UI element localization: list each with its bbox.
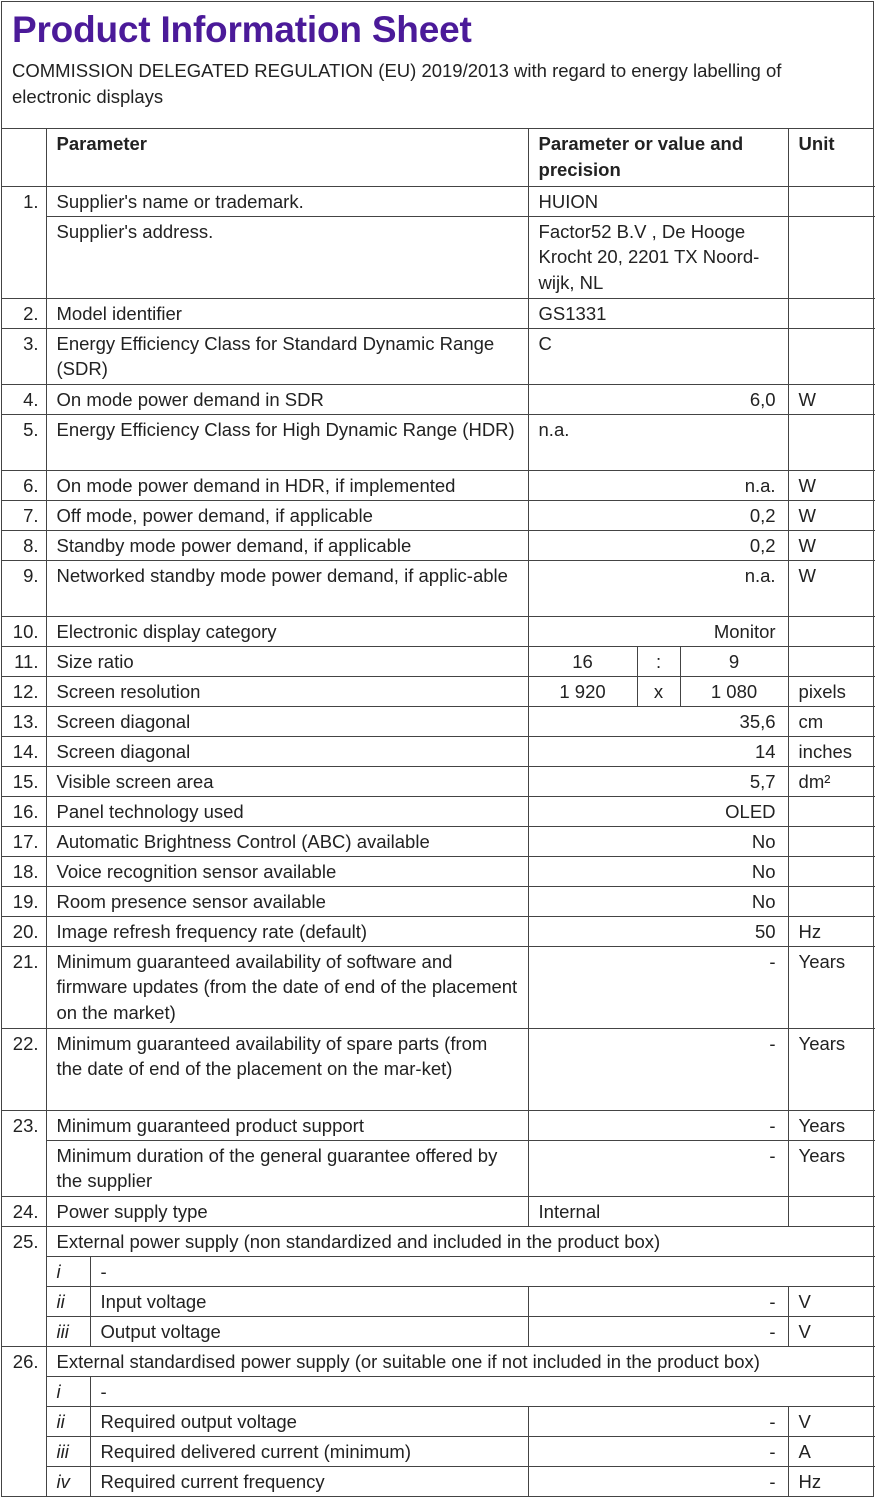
- row-number: 10.: [2, 616, 46, 646]
- table-row: [2, 826, 875, 856]
- row-number: [2, 1376, 46, 1406]
- row-label: Standby mode power demand, if applicable: [46, 530, 528, 560]
- row-label: Voice recognition sensor available: [46, 856, 528, 886]
- row-unit: Years: [788, 1028, 875, 1110]
- table-subrow: [2, 1376, 875, 1406]
- row-label: Screen diagonal: [46, 736, 528, 766]
- row-label: Networked standby mode power demand, if applic-able: [46, 560, 528, 616]
- row-label: Image refresh frequency rate (default): [46, 916, 528, 946]
- sub-unit: A: [788, 1436, 875, 1466]
- row-label: Screen resolution: [46, 676, 528, 706]
- row-number: 23.: [2, 1110, 46, 1140]
- row-number: 5.: [2, 414, 46, 470]
- row-value: -: [528, 1028, 788, 1110]
- table-row: [2, 856, 875, 886]
- row-label: Visible screen area: [46, 766, 528, 796]
- table-row: [2, 646, 875, 676]
- row-label: External standardised power supply (or suitable one if not included in the product box): [46, 1346, 875, 1376]
- ratio-separator: :: [637, 646, 680, 676]
- row-label: Size ratio: [46, 646, 528, 676]
- row-value: Internal: [528, 1196, 788, 1226]
- row-value: 50: [528, 916, 788, 946]
- row-label: Energy Efficiency Class for Standard Dynamic Range (SDR): [46, 328, 528, 384]
- row-unit: Hz: [788, 916, 875, 946]
- table-row: [2, 560, 875, 616]
- table-row: [2, 530, 875, 560]
- sub-unit: Hz: [788, 1466, 875, 1496]
- table-row: [2, 470, 875, 500]
- row-unit: [788, 856, 875, 886]
- header-parameter: Parameter: [46, 129, 528, 186]
- table-header-row: [2, 129, 875, 186]
- product-information-sheet: [1, 1, 874, 1497]
- row-unit: inches: [788, 736, 875, 766]
- sub-index: ii: [46, 1406, 90, 1436]
- row-unit: W: [788, 560, 875, 616]
- row-number: [2, 1140, 46, 1196]
- row-number: 7.: [2, 500, 46, 530]
- table-row: [2, 616, 875, 646]
- table-row: [2, 1196, 875, 1226]
- regulation-subtitle: COMMISSION DELEGATED REGULATION (EU) 2019/2013 with regard to energy labelling of electronic displays: [12, 60, 782, 107]
- row-number: [2, 216, 46, 298]
- row-value: C: [528, 328, 788, 384]
- row-unit: W: [788, 500, 875, 530]
- row-label: Screen diagonal: [46, 706, 528, 736]
- row-value: 0,2: [528, 530, 788, 560]
- table-row: [2, 736, 875, 766]
- row-unit: [788, 646, 875, 676]
- row-number: [2, 1466, 46, 1496]
- row-number: 15.: [2, 766, 46, 796]
- row-value: -: [528, 1140, 788, 1196]
- table-row: [2, 796, 875, 826]
- row-label: Supplier's name or trademark.: [46, 186, 528, 216]
- row-number: 19.: [2, 886, 46, 916]
- row-number: 12.: [2, 676, 46, 706]
- table-subrow: [2, 1436, 875, 1466]
- row-value: HUION: [528, 186, 788, 216]
- row-value: OLED: [528, 796, 788, 826]
- sub-index: i: [46, 1256, 90, 1286]
- row-number: 6.: [2, 470, 46, 500]
- row-unit: W: [788, 530, 875, 560]
- row-label: Electronic display category: [46, 616, 528, 646]
- table-row: [2, 886, 875, 916]
- sub-index: i: [46, 1376, 90, 1406]
- row-value: -: [528, 1110, 788, 1140]
- row-value: No: [528, 856, 788, 886]
- sub-value: -: [528, 1406, 788, 1436]
- sub-label: Required delivered current (minimum): [90, 1436, 528, 1466]
- table-row: [2, 1226, 875, 1256]
- row-label: Minimum guaranteed availability of spare parts (from the date of end of the placement on the mar-ket): [46, 1028, 528, 1110]
- row-value: 0,2: [528, 500, 788, 530]
- sub-label: -: [90, 1256, 875, 1286]
- row-number: [2, 1286, 46, 1316]
- table-row: [2, 1346, 875, 1376]
- row-label: Supplier's address.: [46, 216, 528, 298]
- row-number: 14.: [2, 736, 46, 766]
- sub-index: iii: [46, 1436, 90, 1466]
- sub-value: -: [528, 1436, 788, 1466]
- row-unit: [788, 186, 875, 216]
- row-unit: [788, 1196, 875, 1226]
- row-unit: [788, 616, 875, 646]
- row-number: 18.: [2, 856, 46, 886]
- table-subrow: [2, 1256, 875, 1286]
- row-value: 5,7: [528, 766, 788, 796]
- row-unit: W: [788, 470, 875, 500]
- page-title: Product Information Sheet: [12, 9, 472, 50]
- table-row: [2, 414, 875, 470]
- row-unit: [788, 328, 875, 384]
- table-row: [2, 216, 875, 298]
- row-value: 14: [528, 736, 788, 766]
- parameter-table: [2, 129, 875, 1496]
- row-number: 11.: [2, 646, 46, 676]
- table-row: [2, 500, 875, 530]
- ratio-height: 9: [680, 646, 788, 676]
- row-number: 2.: [2, 298, 46, 328]
- table-row: [2, 328, 875, 384]
- row-unit: [788, 298, 875, 328]
- sub-value: -: [528, 1466, 788, 1496]
- sub-value: -: [528, 1316, 788, 1346]
- sub-index: iv: [46, 1466, 90, 1496]
- table-row: [2, 916, 875, 946]
- row-number: 21.: [2, 946, 46, 1028]
- row-number: [2, 1436, 46, 1466]
- row-label: On mode power demand in SDR: [46, 384, 528, 414]
- table-row: [2, 706, 875, 736]
- sub-index: iii: [46, 1316, 90, 1346]
- table-row: [2, 676, 875, 706]
- table-subrow: [2, 1316, 875, 1346]
- row-number: 9.: [2, 560, 46, 616]
- row-unit: [788, 886, 875, 916]
- row-value: n.a.: [528, 470, 788, 500]
- row-label: Panel technology used: [46, 796, 528, 826]
- row-number: 16.: [2, 796, 46, 826]
- row-label: Power supply type: [46, 1196, 528, 1226]
- row-value: Factor52 B.V , De Hooge Krocht 20, 2201 TX Noord-wijk, NL: [528, 216, 788, 298]
- row-value: -: [528, 946, 788, 1028]
- row-number: [2, 1406, 46, 1436]
- row-value: No: [528, 886, 788, 916]
- row-number: 22.: [2, 1028, 46, 1110]
- row-label: External power supply (non standardized and included in the product box): [46, 1226, 875, 1256]
- sub-label: -: [90, 1376, 875, 1406]
- row-number: 25.: [2, 1226, 46, 1256]
- row-number: 20.: [2, 916, 46, 946]
- row-value: n.a.: [528, 560, 788, 616]
- header-unit: Unit: [788, 129, 875, 186]
- row-number: 24.: [2, 1196, 46, 1226]
- row-label: Off mode, power demand, if applicable: [46, 500, 528, 530]
- sub-label: Required current frequency: [90, 1466, 528, 1496]
- row-number: 4.: [2, 384, 46, 414]
- sub-index: ii: [46, 1286, 90, 1316]
- row-value: 6,0: [528, 384, 788, 414]
- row-label: Automatic Brightness Control (ABC) available: [46, 826, 528, 856]
- row-value: 35,6: [528, 706, 788, 736]
- row-number: 13.: [2, 706, 46, 736]
- row-unit: cm: [788, 706, 875, 736]
- row-label: Minimum guaranteed availability of software and firmware updates (from the date of end of the placement on the market): [46, 946, 528, 1028]
- row-value: No: [528, 826, 788, 856]
- row-number: 17.: [2, 826, 46, 856]
- row-label: Room presence sensor available: [46, 886, 528, 916]
- resolution-width: 1 920: [528, 676, 637, 706]
- row-label: Minimum guaranteed product support: [46, 1110, 528, 1140]
- resolution-height: 1 080: [680, 676, 788, 706]
- header-num-cell: [2, 129, 46, 186]
- sub-unit: V: [788, 1286, 875, 1316]
- sub-label: Output voltage: [90, 1316, 528, 1346]
- header-value: Parameter or value and precision: [528, 129, 788, 186]
- row-unit: Years: [788, 1140, 875, 1196]
- resolution-separator: x: [637, 676, 680, 706]
- row-unit: [788, 414, 875, 470]
- row-number: 8.: [2, 530, 46, 560]
- row-label: Energy Efficiency Class for High Dynamic Range (HDR): [46, 414, 528, 470]
- row-unit: Years: [788, 1110, 875, 1140]
- row-number: [2, 1256, 46, 1286]
- row-label: On mode power demand in HDR, if implemented: [46, 470, 528, 500]
- table-row: [2, 946, 875, 1028]
- row-label: Minimum duration of the general guarantee offered by the supplier: [46, 1140, 528, 1196]
- sub-value: -: [528, 1286, 788, 1316]
- table-row: [2, 298, 875, 328]
- table-subrow: [2, 1286, 875, 1316]
- row-unit: Years: [788, 946, 875, 1028]
- row-number: 1.: [2, 186, 46, 216]
- sub-label: Required output voltage: [90, 1406, 528, 1436]
- table-row: [2, 384, 875, 414]
- table-subrow: [2, 1466, 875, 1496]
- table-row: [2, 1110, 875, 1140]
- row-number: [2, 1316, 46, 1346]
- row-unit: dm²: [788, 766, 875, 796]
- sub-label: Input voltage: [90, 1286, 528, 1316]
- row-value: n.a.: [528, 414, 788, 470]
- sub-unit: V: [788, 1406, 875, 1436]
- table-row: [2, 1028, 875, 1110]
- row-value: GS1331: [528, 298, 788, 328]
- row-unit: [788, 826, 875, 856]
- row-value: Monitor: [528, 616, 788, 646]
- table-row: [2, 1140, 875, 1196]
- row-unit: [788, 796, 875, 826]
- row-label: Model identifier: [46, 298, 528, 328]
- table-row: [2, 766, 875, 796]
- row-unit: pixels: [788, 676, 875, 706]
- table-subrow: [2, 1406, 875, 1436]
- row-number: 3.: [2, 328, 46, 384]
- row-unit: [788, 216, 875, 298]
- table-row: [2, 186, 875, 216]
- row-number: 26.: [2, 1346, 46, 1376]
- ratio-width: 16: [528, 646, 637, 676]
- sub-unit: V: [788, 1316, 875, 1346]
- sheet-header: [2, 2, 873, 129]
- row-unit: W: [788, 384, 875, 414]
